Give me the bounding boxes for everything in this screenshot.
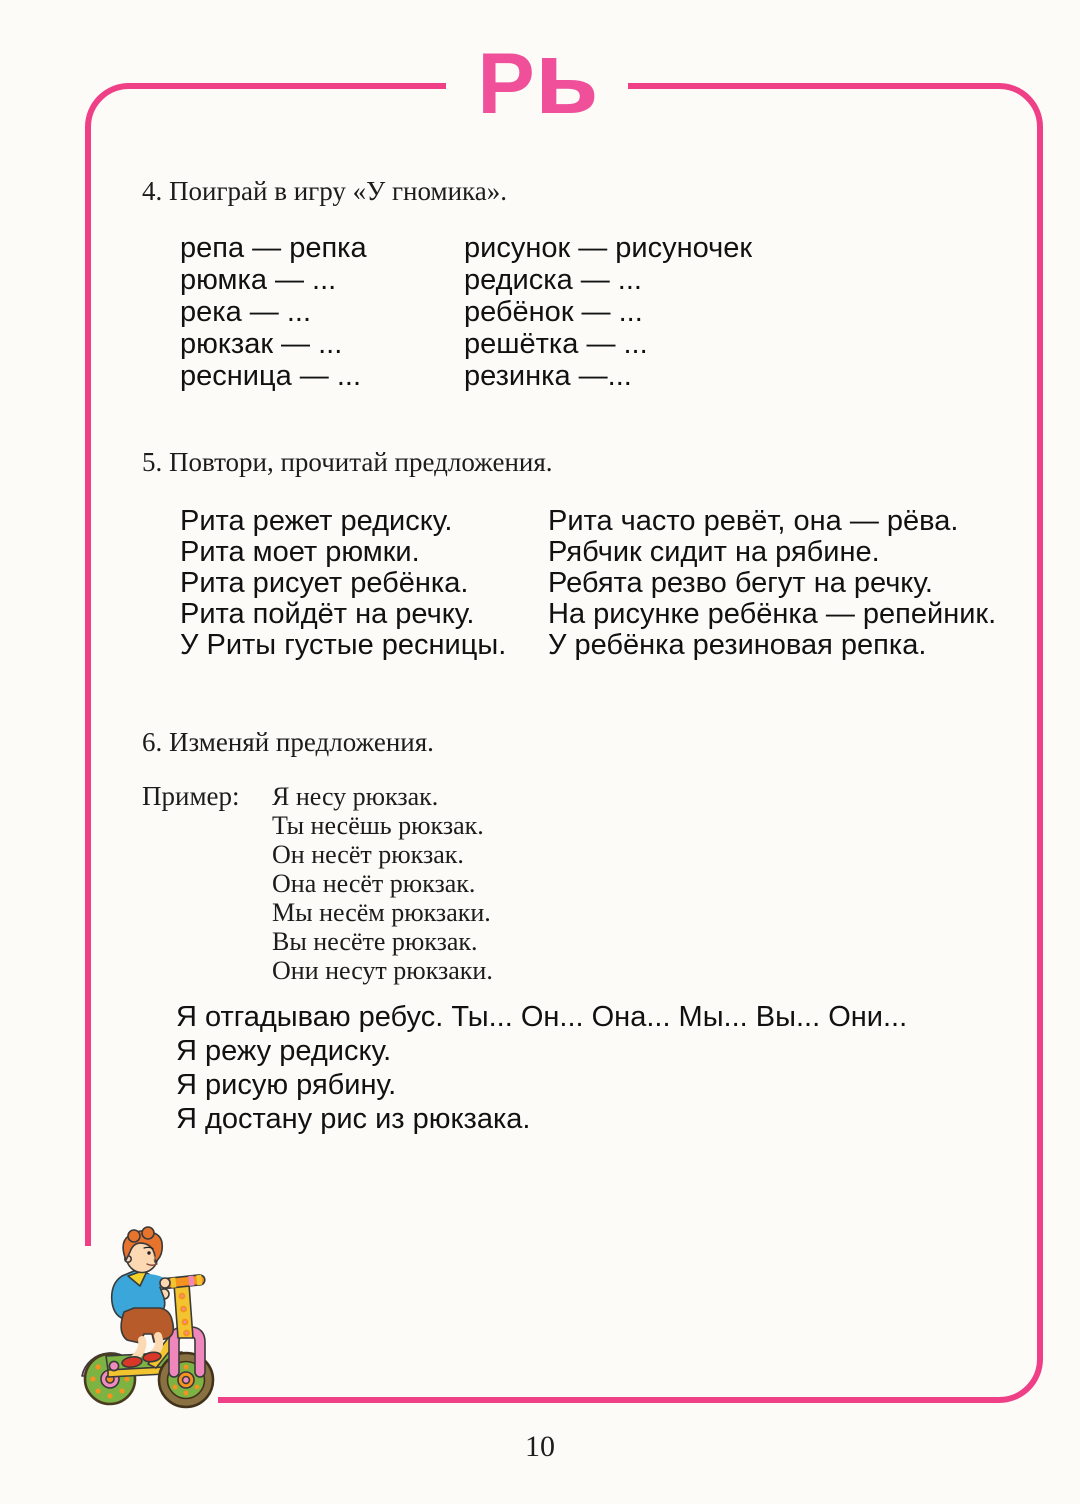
word-pair: резинка —... [464,360,632,392]
sentence: Ребята резво бегут на речку. [548,567,933,599]
word-pair: рюмка — ... [180,264,337,296]
exercise5-heading: 5. Повтори, прочитай предложения. [142,447,553,477]
task-sentence: Я режу редиску. [176,1035,392,1067]
title-letter-main: Р [477,36,535,132]
exercise4-heading: 4. Поиграй в игру «У гномика». [142,176,507,206]
example-block [272,782,493,985]
word-pair: рюкзак — ... [180,328,343,360]
word-pair: ресница — ... [180,360,361,392]
task-sentence: Я отгадываю ребус. Ты... Он... Она... Мы... Вы... Они... [176,1001,908,1033]
sentence: Рита режет редиску. [180,505,453,537]
sentence: На рисунке ребёнка — репейник. [548,598,997,630]
example-label: Пример: [142,781,240,811]
exercise4-left-column [180,232,367,392]
word-pair: репа — репка [180,232,367,264]
sentence: Рябчик сидит на рябине. [548,536,880,568]
exercise5-left-column [180,506,506,661]
page-title [440,20,636,136]
sentence: Рита пойдёт на речку. [180,598,475,630]
task-sentences [176,1000,907,1136]
example-line: Вы несёте рюкзак. [272,927,478,956]
sentence: У ребёнка резиновая репка. [548,629,927,661]
exercise6-heading: 6. Изменяй предложения. [142,727,434,757]
sentence: Рита часто ревёт, она — рёва. [548,505,959,537]
word-pair: рисунок — рисуночек [464,232,753,264]
task-sentence: Я рисую рябину. [176,1069,397,1101]
boy-on-scooter-illustration [70,1226,295,1411]
title-letter-soft: ь [534,20,599,136]
exercise4-right-column [464,232,752,392]
sentence: Рита моет рюмки. [180,536,420,568]
example-line: Она несёт рюкзак. [272,869,476,898]
example-line: Он несёт рюкзак. [272,840,464,869]
exercise5-right-column [548,506,996,661]
example-line: Они несут рюкзаки. [272,956,493,985]
page-number: 10 [525,1430,555,1463]
sentence: Рита рисует ребёнка. [180,567,469,599]
word-pair: река — ... [180,296,311,328]
word-pair: ребёнок — ... [464,296,643,328]
task-sentence: Я достану рис из рюкзака. [176,1103,531,1135]
sentence: У Риты густые ресницы. [180,629,507,661]
example-line: Я несу рюкзак. [272,782,439,811]
word-pair: редиска — ... [464,264,642,296]
example-line: Мы несём рюкзаки. [272,898,491,927]
example-line: Ты несёшь рюкзак. [272,811,484,840]
word-pair: решётка — ... [464,328,648,360]
